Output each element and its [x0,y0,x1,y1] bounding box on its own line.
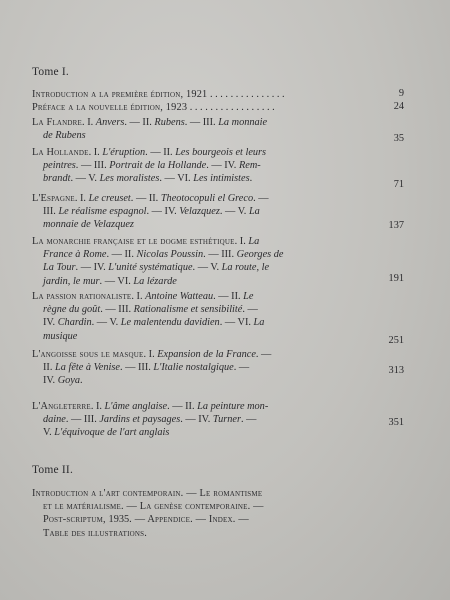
chapter-title: La Tour [43,262,76,274]
chapter-title: peintres [43,160,76,172]
toc-entry-line [32,129,388,142]
separator-text: . — IV. [75,262,109,274]
toc-entry-line [32,303,388,316]
toc-entry [32,146,388,186]
chapter-title: La [253,317,265,329]
chapter-title: Antoine Watteau [145,291,214,302]
chapter-title: La lézarde [133,275,177,287]
toc-entry [32,400,388,440]
toc-entry-line [32,218,388,231]
chapter-title: Velazquez [179,206,220,218]
separator-text: . — II. [124,117,155,128]
separator-text: . — VI. [99,275,134,287]
chapter-title: La fête à Venise [55,362,120,374]
separator-text: . — III. [65,414,100,426]
separator-text: . I. [131,291,146,302]
separator-text: . — III. [75,160,110,172]
page-number: 313 [388,365,404,376]
separator-text: . — III. [100,304,134,316]
chapter-title: Les intimistes [193,173,250,185]
chapter-title: L'éruption [102,147,146,158]
chapter-title: L'unité systématique [108,262,193,274]
tome-1-heading: Tome I. [32,66,70,78]
separator-text: 1935 [108,514,130,526]
toc-entry [32,235,388,288]
separator-text: . [80,375,83,387]
chapter-title: Georges de [236,249,284,261]
tome-2-heading: Tome II. [32,464,74,476]
chapter-title: daine [43,414,66,426]
page-number: 137 [388,220,404,231]
toc-entry-line [32,316,388,329]
separator-text: . — V. [219,206,249,218]
chapter-title: Chardin [57,317,92,329]
chapter-title: Le malentendu davidien [120,317,220,329]
toc-entry-line [32,413,388,426]
separator-text: V. [43,427,55,439]
toc-entry-line [32,487,388,500]
separator-text: . I. [82,117,96,128]
toc-entry-line [32,172,388,185]
toc-entry-line [32,500,388,513]
toc-entry-line [32,513,388,526]
chapter-title: Les moralistes [99,173,160,185]
chapter-title: Rationalisme et sensibilité [133,304,243,316]
page-number: 9 [398,88,404,99]
page-number: 191 [388,273,404,284]
separator-text: . [249,173,253,185]
separator-text: . — IV. [206,160,239,172]
chapter-title: Turner [212,414,241,426]
chapter-title: L'âme anglaise [104,401,168,412]
separator-text: . — [233,362,250,374]
chapter-title: Le [243,291,254,302]
toc-entry-line [32,348,388,361]
separator-text: . I. [74,193,89,204]
separator-text: . — III. [184,117,219,128]
section-heading: Introduction a la première édition, 1921 [32,89,208,100]
separator-text: . — IV. [146,206,180,218]
chapter-title: Le réalisme espagnol [58,206,147,218]
section-heading: Table des illustrations. [43,527,147,539]
chapter-title: La monnaie [218,117,268,128]
separator-text: . — [242,304,258,316]
toc-entry [32,192,388,232]
toc-entry-line [32,361,388,374]
separator-text: II. [43,362,56,374]
separator-text: . . . . . . . . . . . . . . . . . [187,102,275,113]
separator-text: . — III. [119,362,154,374]
toc-entry-line [32,192,388,205]
chapter-title: France à Rome [43,249,107,261]
chapter-title: Anvers [95,117,125,128]
section-heading: Introduction a l'art contemporain. — Le romantisme [32,488,263,499]
chapter-title: La peinture mon- [197,401,269,412]
separator-text: . — II. [106,249,137,261]
separator-text: IV. [43,317,58,329]
toc-entry [32,487,388,540]
page-number: 351 [388,417,404,428]
chapter-title: Rem- [238,160,261,172]
chapter-title: Goya [57,375,80,387]
chapter-title: musique [43,330,78,342]
toc-entry-line [32,261,388,274]
toc-entry-line [32,248,388,261]
toc-entry-line [32,527,388,540]
separator-text: . — V. [192,262,222,274]
section-heading: La passion rationaliste [32,291,132,302]
section-heading: L'Espagne [32,193,75,204]
chapter-title: La [248,236,260,247]
chapter-title: Les bourgeois et leurs [175,147,267,158]
toc-entry [32,88,388,101]
section-heading: Préface a la nouvelle édition, 1923 [32,102,188,113]
toc-entry-line [32,275,388,288]
separator-text: . — [255,349,272,360]
section-heading: Post-scriptum, [43,514,109,526]
chapter-title: L'équivoque de l'art anglais [54,427,170,439]
separator-text: . — [253,193,269,204]
chapter-title: Jardins et paysages [99,414,181,426]
separator-text: IV. [43,375,58,387]
toc-entry [32,101,388,114]
chapter-title: jardin, le mur [43,275,100,287]
separator-text: . I. [234,236,249,247]
chapter-title: Expansion de la France [157,349,256,360]
separator-text: . — VI. [159,173,194,185]
chapter-title: brandt [43,173,71,185]
section-heading: La Hollande [32,147,89,158]
toc-entry-line [32,330,388,343]
separator-text: . I. [88,147,103,158]
separator-text: III. [43,206,59,218]
separator-text: . — V. [91,317,121,329]
separator-text: . I. [90,401,105,412]
chapter-title: La [248,206,260,218]
separator-text: . — [240,414,257,426]
toc-entry-line [32,235,388,248]
chapter-title: Portrait de la Hollande [109,160,207,172]
section-heading: et le matérialisme. — La genèse contemporaine. — [43,501,264,513]
section-heading: L'angoisse sous le masque [32,349,144,360]
chapter-title: règne du goût [43,304,101,316]
chapter-title: Nicolas Poussin [136,249,204,261]
separator-text: . — VI. [219,317,254,329]
chapter-title: La route, le [221,262,270,274]
page-number: 24 [393,101,404,112]
page-number: 251 [388,335,404,346]
toc-entry-line [32,146,388,159]
toc-entry [32,116,388,142]
section-heading: La monarchie française et le dogme esthétique [32,236,235,247]
section-heading: La Flandre [32,117,83,128]
chapter-title: Le creuset [88,193,131,204]
chapter-title: L'Italie nostalgique [153,362,234,374]
page-number: 35 [393,133,404,144]
section-heading: . — Appendice. — Index. — [129,514,249,526]
separator-text: . — III. [203,249,237,261]
chapter-title: de Rubens [43,130,86,142]
toc-entry-line [32,374,388,387]
toc-entry-line [32,400,388,413]
separator-text: . I. [143,349,158,360]
toc-entry-line [32,205,388,218]
separator-text: . . . . . . . . . . . . . . . [207,89,285,100]
chapter-title: Rubens [154,117,185,128]
separator-text: . — V. [70,173,100,185]
toc-entry [32,290,388,343]
toc-entry-line [32,159,388,172]
section-heading: L'Angleterre [32,401,91,412]
chapter-title: monnaie de Velazquez [43,219,134,231]
separator-text: . — II. [145,147,176,158]
toc-entry-line [32,116,388,129]
toc-entry-line [32,101,388,114]
toc-entry-line [32,426,388,439]
toc-entry-line [32,88,388,101]
chapter-title: Theotocopuli el Greco [160,193,254,204]
separator-text: . — II. [213,291,244,302]
toc-entry-line [32,290,388,303]
separator-text: . — II. [130,193,161,204]
separator-text: . — II. [167,401,198,412]
separator-text: . — IV. [180,414,213,426]
toc-entry [32,348,388,388]
page-number: 71 [393,179,404,190]
